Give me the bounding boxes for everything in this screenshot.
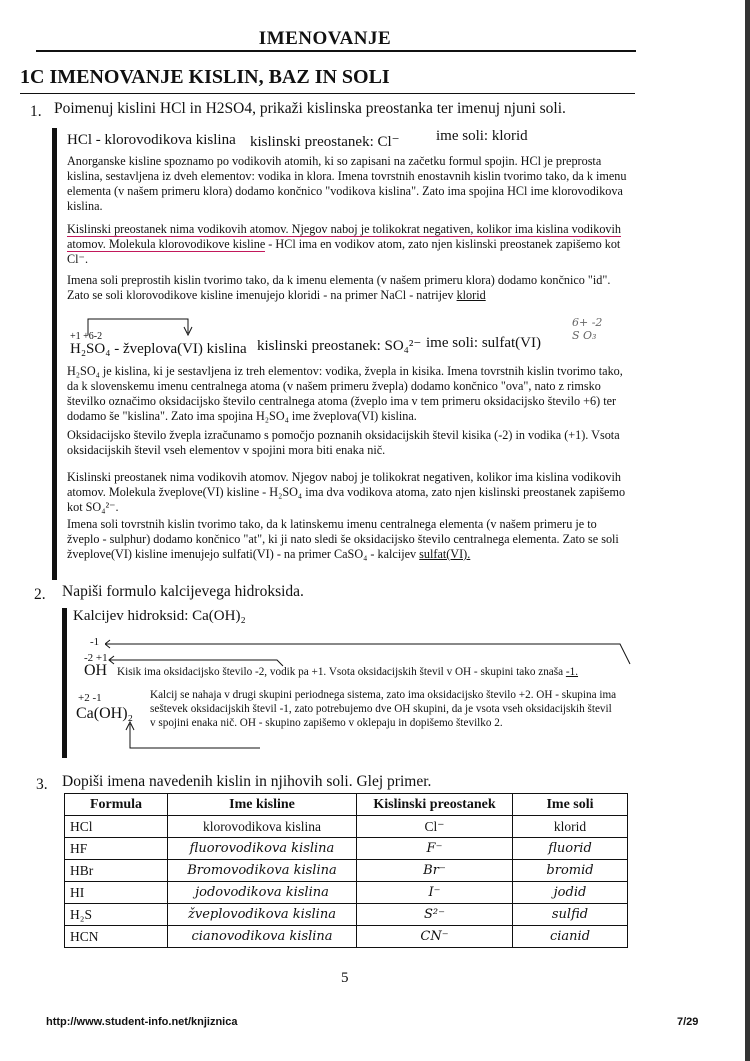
ox-oh-parts: -2 +1 — [84, 652, 108, 664]
p-residue-h2so4: Kislinski preostanek nima vodikovih atomov. Njegov naboj je tolikokrat negativen, kolikor ima kislina vodikovih atomov. Molekula žveplove(VI) kisline - H₂SO₄ ima dva vodikova atoma, zato njen kislinski preostanek zapišemo kot SO₄²⁻. — [67, 470, 626, 514]
table-row: HF fluorovodikova kislina F⁻ fluorid — [65, 838, 628, 860]
header-salt: Ime soli — [513, 794, 628, 816]
answer-bar-1 — [52, 128, 57, 580]
page-number: 5 — [341, 970, 349, 986]
margin-note: 6+ -2 S O₃ — [572, 316, 603, 342]
scan-edge — [745, 0, 750, 1061]
table-row: HI jodovodikova kislina I⁻ jodid — [65, 882, 628, 904]
hcl-residue: kislinski preostanek: Cl⁻ — [250, 134, 400, 150]
q3-text: Dopiši imena navedenih kislin in njihovih soli. Glej primer. — [62, 773, 432, 790]
q2-text: Napiši formulo kalcijevega hidroksida. — [62, 583, 304, 600]
oh-formula: OH — [84, 662, 108, 679]
h2so4-salt: ime soli: sulfat(VI) — [426, 335, 541, 351]
section-rule — [20, 93, 635, 94]
q1-number: 1. — [30, 103, 42, 120]
header-residue: Kislinski preostanek — [357, 794, 513, 816]
footer-url: http://www.student-info.net/knjiznica — [46, 1016, 238, 1028]
footer-page: 7/29 — [677, 1016, 699, 1028]
ox-ca: +2 -1 — [78, 692, 102, 704]
table-row: H₂S žveplovodikova kislina S²⁻ sulfid — [65, 904, 628, 926]
page-header: IMENOVANJE — [258, 28, 392, 49]
oxidation-arrow — [70, 313, 200, 343]
h2so4-acid: H₂SO₄ - žveplova(VI) kislina — [70, 341, 247, 357]
h2so4-residue: kislinski preostanek: SO₄²⁻ — [257, 338, 422, 354]
table-header-row — [65, 794, 628, 816]
table-row: HBr Bromovodikova kislina Br⁻ bromid — [65, 860, 628, 882]
oh-explanation: Kisik ima oksidacijsko število -2, vodik pa +1. Vsota oksidacijskih števil v OH - skupini tako znaša -1. — [117, 666, 579, 678]
p-residue-hcl: Kislinski preostanek nima vodikovih atomov. Njegov naboj je tolikokrat negativen, kolikor ima kislina vodikovih atomov. Molekula klorovodikove kisline - HCl ima en vodikov atom, zato njen kislinski preostanek zapišemo kot Cl⁻. — [67, 222, 621, 266]
section-title: 1C IMENOVANJE KISLIN, BAZ IN SOLI — [20, 66, 390, 88]
p-oxidation: Oksidacijsko število žvepla izračunamo s pomočjo poznanih oksidacijskih števil kisika (-2) in vodika (+1). Vsota oksidacijskih števil vseh elementov v spojini mora biti enaka nič. — [67, 428, 620, 457]
p-acid-intro: Anorganske kisline spoznamo po vodikovih atomih, ki so zapisani na začetku formul spojin. HCl je preprosta kislina, sestavljena iz dveh elementov: vodika in klora. Imena tovrstnih enostavnih kislin tvorimo tako, da k imenu elementa (v našem primeru klora) dodamo končnico "vodikova kislina". Zato ima spojina HCl ime klorovodikova kislina. — [67, 154, 627, 213]
header-rule — [36, 50, 636, 52]
header-acid: Ime kisline — [168, 794, 357, 816]
table-row: HCl klorovodikova kislina Cl⁻ klorid — [65, 816, 628, 838]
hcl-acid: HCl - klorovodikova kislina — [67, 132, 236, 148]
ca-explanation: Kalcij se nahaja v drugi skupini periodnega sistema, zato ima oksidacijsko število +2. OH - skupina ima seštevek oksidacijskih števil -1, zato potrebujemo dve OH skupini, da je vsota vseh oksidacijskih števil v spojini enaka nič. OH - skupino zapišemo v oklepaju in dopišemo številko 2. — [150, 689, 617, 729]
q3-number: 3. — [36, 776, 48, 793]
oxidation-label: +1 +6-2 — [70, 331, 103, 342]
highlighted-text: Kislinski preostanek nima vodikovih atomov. Njegov naboj je tolikokrat negativen, kolikor ima kislina vodikovih atomov. Molekula klorovodikove kisline — [67, 222, 621, 251]
p-salt-hcl: Imena soli preprostih kislin tvorimo tako, da k imenu elementa (v našem primeru klora) dodamo končnico "id". Zato se soli klorovodikove kisline imenujejo kloridi - na primer NaCl - natrijev klorid — [67, 273, 611, 302]
q2-number: 2. — [34, 586, 46, 603]
q1-text: Poimenuj kislini HCl in H2SO4, prikaži kislinska preostanka ter imenuj njuni soli. — [54, 100, 566, 117]
table-row: HCN cianovodikova kislina CN⁻ cianid — [65, 926, 628, 948]
hcl-salt: ime soli: klorid — [436, 128, 528, 144]
p-salt-h2so4: Imena soli tovrstnih kislin tvorimo tako, da k latinskemu imenu centralnega elementa (v našem primeru je to žveplo - sulphur) dodamo končnico "at", ki ji nato sledi še oksidacijsko število centralnega elementa. Zato se soli žveplove(VI) kisline imenujejo sulfati(VI) - na primer CaSO₄ - kalcijev sulfat(VI). — [67, 517, 619, 561]
ox-oh-total: -1 — [90, 636, 100, 648]
acid-table — [64, 793, 628, 948]
header-formula: Formula — [65, 794, 168, 816]
p-h2so4-name: H₂SO₄ je kislina, ki je sestavljena iz treh elementov: vodika, žvepla in kisika. Imena tovrstnih kislin tvorimo tako, da k slovenskemu imenu centralnega atoma (v našem primeru žvepla) dodamo končnico "ova", nato z rimsko številko označimo oksidacijsko število centralnega atoma (žveplo ima v tem primeru oksidacijsko število +6) ter dodamo še "kislina". Zato ima spojina H₂SO₄ ime žveplova(VI) kislina. — [67, 364, 623, 423]
answer-bar-2 — [62, 608, 67, 758]
ca-formula: Ca(OH)₂ — [76, 705, 134, 722]
caoh2-line: Kalcijev hidroksid: Ca(OH)₂ — [73, 608, 246, 624]
